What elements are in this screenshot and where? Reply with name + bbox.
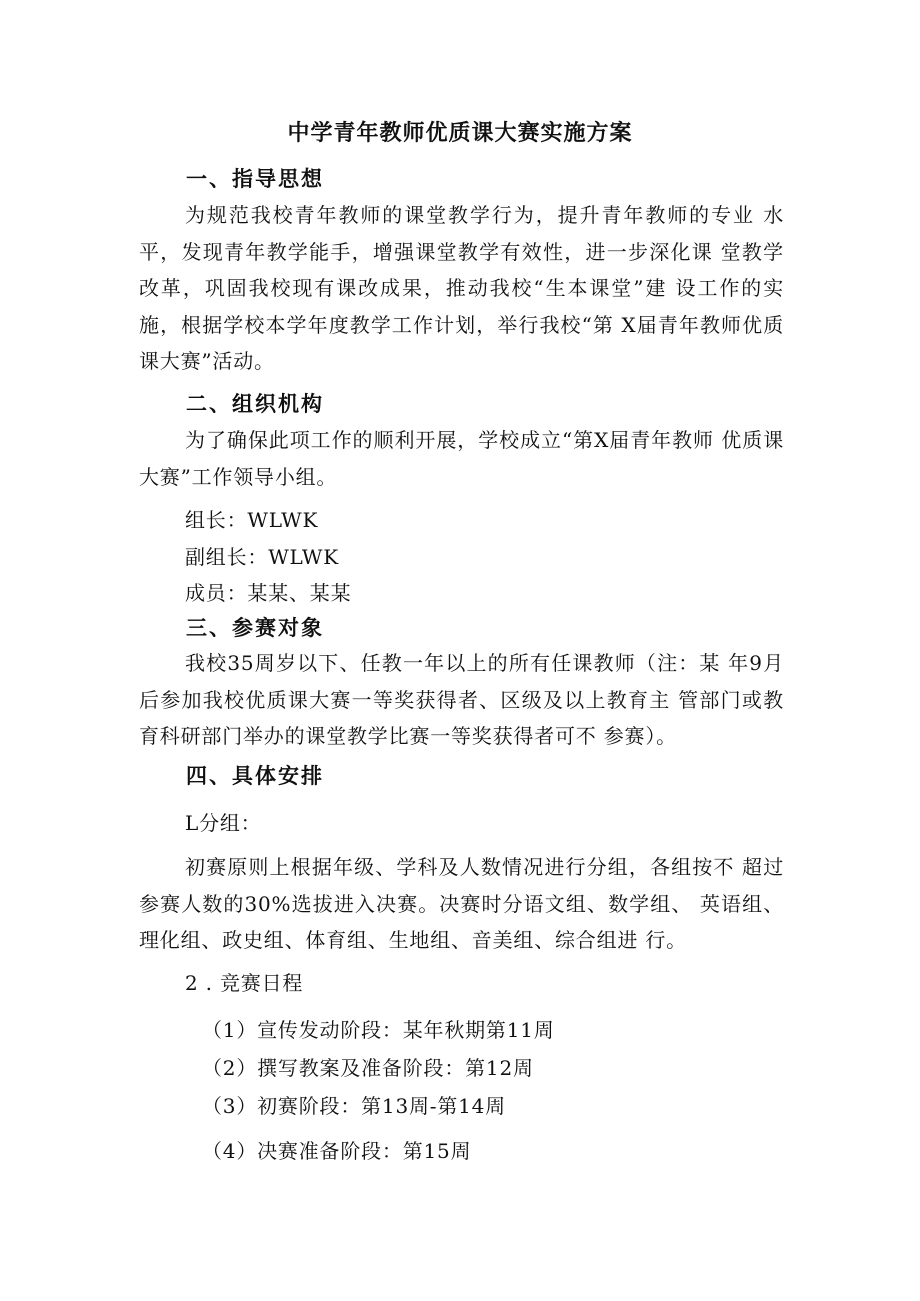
- leader-line: 组长：WLWK: [185, 508, 319, 532]
- subsection-label-grouping: L分组：: [185, 811, 262, 835]
- schedule-item: （2）撰写教案及准备阶段：第12周: [202, 1056, 534, 1080]
- subsection-label-schedule: 2 . 竞赛日程: [185, 971, 304, 995]
- section-heading-arrangements: 四、具体安排: [186, 764, 324, 788]
- section-heading-participants: 三、参赛对象: [186, 616, 324, 640]
- members-line: 成员：某某、某某: [185, 581, 352, 605]
- section-heading-organization: 二、组织机构: [186, 392, 324, 416]
- schedule-item: （4）决赛准备阶段：第15周: [202, 1139, 472, 1163]
- section-body-guiding-ideology: 为规范我校青年教师的课堂教学行为，提升青年教师的专业 水平，发现青年教学能手，增强课堂教学有效性，进一步深化课 堂教学改革，巩固我校现有课改成果，推动我校“生本课堂”建 设工作的实施，根据学校本学年度教学工作计划，举行我校“第 X届青年教师优质课大赛”活动。: [139, 203, 784, 373]
- section-body-organization: 为了确保此项工作的顺利开展，学校成立“第X届青年教师 优质课大赛”工作领导小组。: [139, 428, 784, 489]
- schedule-item: （1）宣传发动阶段：某年秋期第11周: [202, 1018, 555, 1042]
- section-body-participants: 我校35周岁以下、任教一年以上的所有任课教师（注：某 年9月后参加我校优质课大赛一等奖获得者、区级及以上教育主 管部门或教育科研部门举办的课堂教学比赛一等奖获得者可不 参赛）。: [139, 651, 784, 748]
- document-title: 中学青年教师优质课大赛实施方案: [287, 121, 633, 146]
- schedule-item: （3）初赛阶段：第13周-第14周: [202, 1094, 506, 1118]
- deputy-leader-line: 副组长：WLWK: [185, 545, 339, 569]
- subsection-body-grouping: 初赛原则上根据年级、学科及人数情况进行分组，各组按不 超过参赛人数的30%选拔进入决赛。决赛时分语文组、数学组、 英语组、理化组、政史组、体育组、生地组、音美组、综合组进 行。: [139, 855, 784, 952]
- section-heading-guiding-ideology: 一、指导思想: [186, 167, 324, 191]
